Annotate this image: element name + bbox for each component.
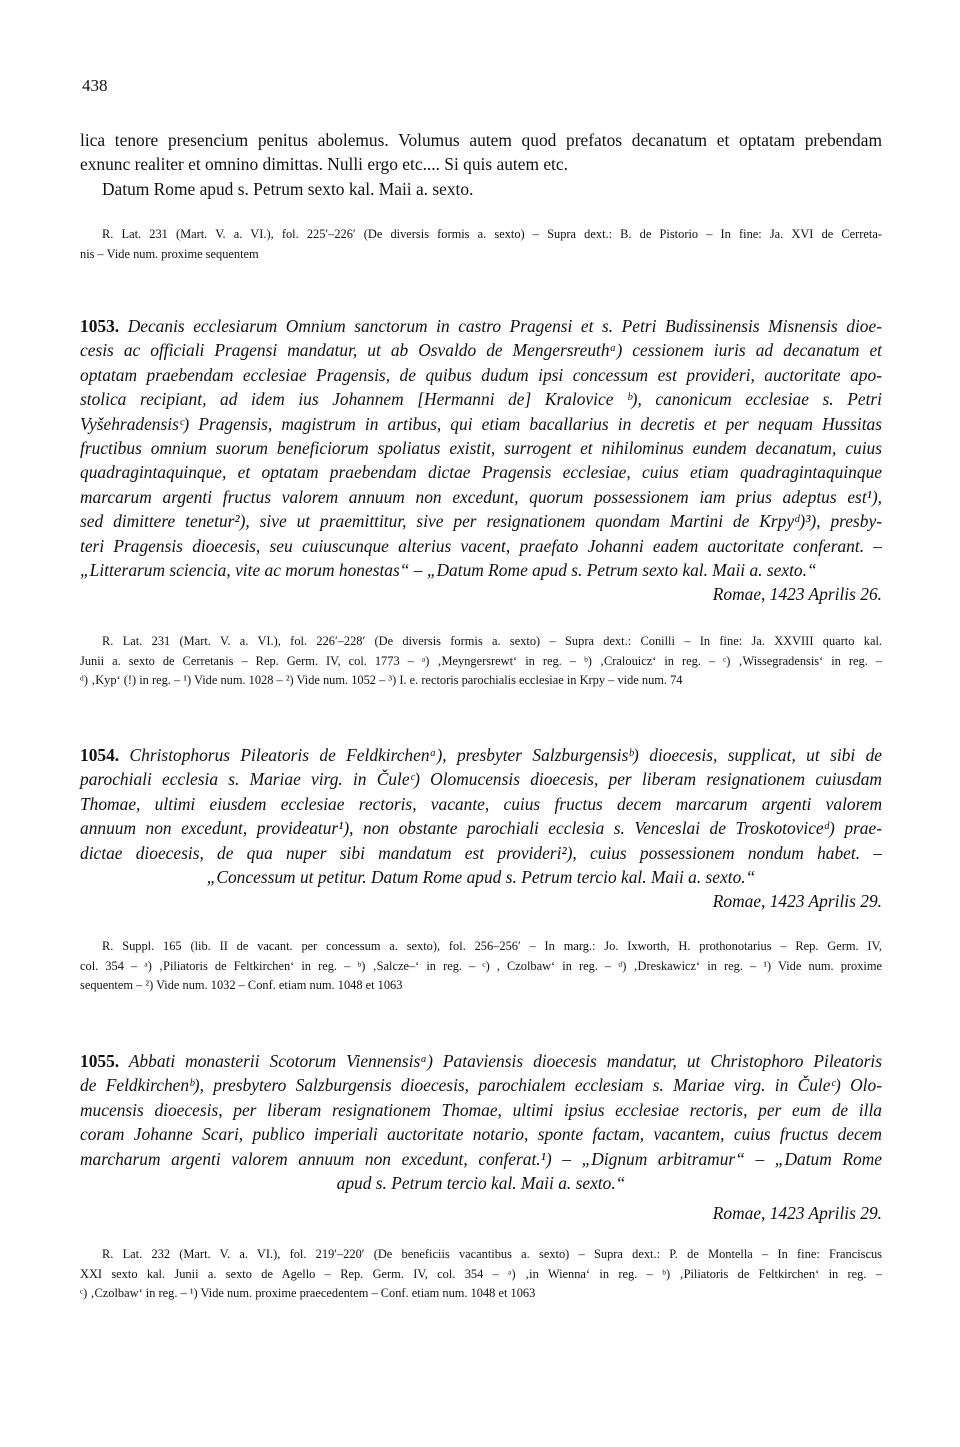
- text-line: 1054. Christophorus Pileatoris de Feldkirchenᵃ), presbyter Salzburgensisᵇ) dioecesis, supplicat, ut sibi de: [80, 745, 883, 765]
- note-line: nis – Vide num. proxime sequentem: [80, 246, 259, 261]
- text-line: exnunc realiter et omnino dimittas. Nulli ergo etc.... Si quis autem etc.: [80, 154, 568, 175]
- page-number: 438: [82, 76, 108, 95]
- intro-footnote: [80, 225, 882, 264]
- text-line: cesis ac officiali Pragensi mandatur, ut ab Osvaldo de Mengersreuthᵃ) cessionem iuris ad decanatum et: [80, 340, 882, 361]
- text-line: sed dimittere tenetur²), sive ut praemittitur, sive per resignationem quondam Martini de Krpyᵈ)³), presby-: [80, 511, 882, 532]
- text-line: Thomae, ultimi eiusdem ecclesiae rectoris, vacante, cuius fructus decem marcarum argenti valorem: [80, 793, 882, 814]
- text-line: optatam praebendam ecclesiae Pragensis, de quibus dudum ipsi concessum est provideri, auctoritate apo-: [80, 364, 882, 385]
- regest-number: 1054.: [80, 745, 120, 765]
- regest-1055: [80, 1049, 882, 1226]
- text-line: 1053. Decanis ecclesiarum Omnium sanctorum in castro Pragensi et s. Petri Budissinensis Misnensis dioe-: [80, 316, 882, 336]
- note-line: R. Lat. 232 (Mart. V. a. VI.), fol. 219′–220′ (De beneficiis vacantibus a. sexto) – Supra dext.: P. de Montella – In fine: Franciscus: [102, 1247, 882, 1261]
- note-line: XXI sexto kal. Junii a. sexto de Agello – Rep. Germ. IV, col. 354 – ᵃ) ‚in Wienna‘ in reg. – ᵇ) ‚Piliatoris de Feltkirchen‘ in reg. –: [80, 1266, 882, 1281]
- regest-date: Romae, 1423 Aprilis 26.: [712, 584, 882, 605]
- regest-number: 1053.: [80, 316, 120, 336]
- text-line: lica tenore presencium penitus abolemus. Volumus autem quod prefatos decanatum et optatam prebendam: [80, 130, 882, 150]
- text-line: coram Johanne Scari, publico imperiali auctoritate notario, sponte factam, vacantem, cuius fructus decem: [80, 1124, 882, 1145]
- text-line: marcarum argenti fructus valorem annuum non excedunt, quorum possessionem iam prius adeptus est¹),: [80, 486, 882, 507]
- footnote-1054: [80, 937, 882, 996]
- text-line: dictae dioecesis, de qua nuper sibi mandatum est provideri²), cuius possessionem nondum habet. –: [80, 842, 882, 863]
- text-line: stolica recipiant, ad idem ius Johannem [Hermanni de] Kralovice ᵇ), canonicum ecclesiae s. Petri: [80, 389, 882, 410]
- intro-text: [80, 128, 882, 201]
- regest-number: 1055.: [80, 1051, 120, 1071]
- text-line: quadragintaquinque, et optatam praebendam dictae Pragensis ecclesiae, cuius etiam quadragintaquinque: [80, 462, 882, 483]
- footnote-1055: [80, 1245, 882, 1304]
- note-line: R. Suppl. 165 (lib. II de vacant. per concessum a. sexto), fol. 256–256′ – In marg.: Jo. Ixworth, H. prothonotarius – Rep. Germ. IV,: [102, 939, 882, 953]
- note-line: Junii a. sexto de Cerretanis – Rep. Germ. IV, col. 1773 – ᵃ) ‚Meyngersrewt‘ in reg. – ᵇ) ‚Cralouicz‘ in reg. – ᶜ) ‚Wissegradensis‘ in reg. –: [80, 653, 882, 668]
- text-line: marcharum argenti valorem annuum non excedunt, conferat.¹) – „Dignum arbitramur“ – „Datum Rome: [80, 1148, 882, 1169]
- text-line: Datum Rome apud s. Petrum sexto kal. Maii a. sexto.: [102, 178, 474, 199]
- text-line: de Feldkirchenᵇ), presbytero Salzburgensis dioecesis, parochialem ecclesiam s. Mariae virg. in Čuleᶜ) Olo-: [80, 1075, 882, 1096]
- text-line: teri Pragensis dioecesis, seu cuiuscunque alterius vacent, praefato Johanni eadem auctoritate conferant. –: [80, 535, 882, 556]
- text-line: Vyšehradensisᶜ) Pragensis, magistrum in artibus, qui etiam bacallarius in decretis et per nequam Hussitas: [80, 413, 882, 434]
- regest-1054: [80, 743, 882, 914]
- note-line: R. Lat. 231 (Mart. V. a. VI.), fol. 225′–226′ (De diversis formis a. sexto) – Supra dext.: B. de Pistorio – In fine: Ja. XVI de Cerreta-: [102, 227, 882, 241]
- regest-date: Romae, 1423 Aprilis 29.: [712, 891, 882, 912]
- note-line: ᵈ) ‚Kyp‘ (!) in reg. – ¹) Vide num. 1028 – ²) Vide num. 1052 – ³) I. e. rectoris parochialis ecclesiae in Krpy – vide num. 74: [80, 673, 683, 687]
- note-line: sequentem – ²) Vide num. 1032 – Conf. etiam num. 1048 et 1063: [80, 978, 403, 992]
- regest-date: Romae, 1423 Aprilis 29.: [712, 1203, 882, 1224]
- text-line: apud s. Petrum tercio kal. Maii a. sexto.“: [336, 1173, 626, 1194]
- text-line: parochiali ecclesia s. Mariae virg. in Čuleᶜ) Olomucensis dioecesis, per liberam resignationem cuiusdam: [80, 769, 882, 790]
- text-line: fructibus omnium suorum beneficiorum spoliatus existit, surrogent et nihilominus eundem decanatum, cuius: [80, 438, 882, 459]
- footnote-1053: [80, 632, 882, 691]
- text-line: „Concessum ut petitur. Datum Rome apud s. Petrum tercio kal. Maii a. sexto.“: [206, 867, 756, 888]
- text-line: „Litterarum sciencia, vite ac morum honestas“ – „Datum Rome apud s. Petrum sexto kal. Maii a. sexto.“: [80, 560, 817, 581]
- text-line: annuum non excedunt, provideatur¹), non obstante parochiali ecclesia s. Venceslai de Troskotoviceᵈ) prae-: [80, 818, 882, 839]
- text-line: mucensis dioecesis, per liberam resignationem Thomae, ultimi ipsius ecclesiae rectoris, per eum de illa: [80, 1099, 882, 1120]
- note-line: ᶜ) ‚Czolbaw‘ in reg. – ¹) Vide num. proxime praecedentem – Conf. etiam num. 1048 et 1063: [80, 1286, 536, 1300]
- regest-1053: [80, 314, 882, 607]
- note-line: col. 354 – ᵃ) ‚Piliatoris de Feltkirchen‘ in reg. – ᵇ) ‚Salcze–‘ in reg. – ᶜ) , Czolbaw‘ in reg. – ᵈ) ‚Dreskawicz‘ in reg. – ¹) Vide num. proxime: [80, 958, 882, 973]
- text-line: 1055. Abbati monasterii Scotorum Viennensisᵃ) Pataviensis dioecesis mandatur, ut Christophoro Pileatoris: [80, 1051, 882, 1071]
- note-line: R. Lat. 231 (Mart. V. a. VI.), fol. 226′–228′ (De diversis formis a. sexto) – Supra dext.: Conilli – In fine: Ja. XXVIII quarto kal.: [102, 634, 882, 648]
